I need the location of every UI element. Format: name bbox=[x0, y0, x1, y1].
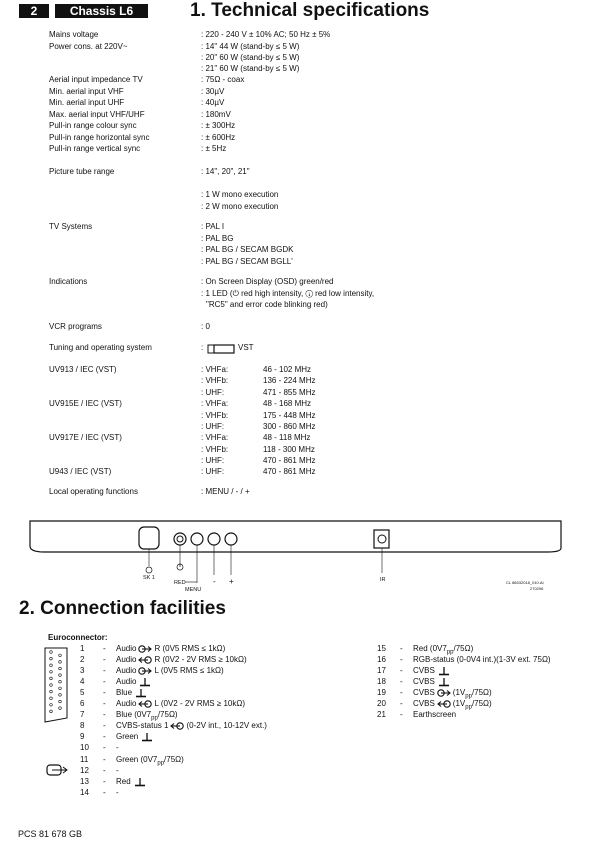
connector-pin bbox=[59, 654, 62, 657]
page-number: 2 bbox=[30, 4, 38, 18]
spec-value: : UHF: bbox=[201, 388, 225, 397]
input-icon bbox=[437, 699, 451, 709]
page-number-box bbox=[19, 4, 49, 18]
connector-pin bbox=[50, 704, 53, 707]
input-icon bbox=[138, 699, 152, 709]
connector-pin bbox=[50, 710, 53, 713]
connector-pin bbox=[59, 680, 62, 683]
pin-dash: - bbox=[103, 699, 106, 708]
spec-frequency: 136 - 224 MHz bbox=[263, 376, 316, 385]
spec-label: Min. aerial input UHF bbox=[49, 98, 125, 107]
pin-number: 19 bbox=[377, 688, 386, 697]
spec-label: Tuning and operating system bbox=[49, 343, 152, 352]
spec-frequency: 48 - 168 MHz bbox=[263, 399, 312, 408]
pin-dash: - bbox=[400, 699, 403, 708]
spec-value: : On Screen Display (OSD) green/red bbox=[201, 277, 334, 286]
pin-dash: - bbox=[103, 655, 106, 664]
menu-label: MENU bbox=[185, 587, 202, 593]
spec-label: Pull-in range colour sync bbox=[49, 121, 137, 130]
spec-value: : UHF: bbox=[201, 456, 225, 465]
connector-pin bbox=[59, 707, 62, 710]
pin-dash: - bbox=[103, 710, 106, 719]
spec-label: Pull-in range horizontal sync bbox=[49, 133, 150, 142]
pin-dash: - bbox=[103, 721, 106, 730]
spec-value: : VHFb: bbox=[201, 445, 229, 454]
connector-pin bbox=[50, 690, 53, 693]
spec-value: : 180mV bbox=[201, 110, 231, 119]
pin-number: 3 bbox=[80, 666, 85, 675]
pin-dash: - bbox=[400, 644, 403, 653]
pin-signal: Audio bbox=[116, 699, 137, 709]
spec-label: Power cons. at 220V~ bbox=[49, 42, 128, 51]
pin-description bbox=[116, 699, 245, 709]
pin-signal: Audio bbox=[116, 677, 137, 687]
spec-value: : ± 300Hz bbox=[201, 121, 236, 130]
pin-number: 18 bbox=[377, 677, 386, 686]
spec-value: : MENU / - / + bbox=[201, 487, 250, 496]
pin-description bbox=[413, 677, 453, 687]
ground-icon bbox=[134, 688, 148, 698]
pin-dash: - bbox=[400, 666, 403, 675]
spec-label: TV Systems bbox=[49, 222, 93, 231]
pin-signal: Audio bbox=[116, 644, 137, 654]
scart-plug-icon bbox=[46, 763, 76, 777]
spec-value: : PAL BG / SECAM BGDK bbox=[201, 245, 294, 254]
spec-value: : ± 5Hz bbox=[201, 144, 227, 153]
pin-detail: $(1V_{pp}/75\Omega)$ bbox=[452, 688, 492, 700]
spec-value: : 2 W mono execution bbox=[201, 202, 279, 211]
spec-value: : 30µV bbox=[201, 87, 225, 96]
connector-pin bbox=[50, 671, 53, 674]
spec-label: UV913 / IEC (VST) bbox=[49, 365, 117, 374]
spec-value: : 220 - 240 V ± 10% AC; 50 Hz ± 5% bbox=[201, 30, 331, 39]
spec-frequency: 300 - 860 MHz bbox=[263, 422, 316, 431]
input-icon bbox=[138, 655, 152, 665]
pin-description bbox=[413, 710, 456, 720]
spec-label: U943 / IEC (VST) bbox=[49, 467, 112, 476]
pin-signal: Red bbox=[116, 777, 131, 787]
pin-dash: - bbox=[400, 710, 403, 719]
pin-description bbox=[116, 766, 119, 776]
pin-signal: - bbox=[116, 743, 119, 752]
connector-pin bbox=[59, 694, 62, 697]
spec-label: VCR programs bbox=[49, 322, 102, 331]
pin-signal: CVBS-status 1 bbox=[116, 721, 169, 731]
pin-description bbox=[116, 655, 247, 665]
spec-frequency: 118 - 300 MHz bbox=[263, 445, 315, 454]
vst-label: VST bbox=[238, 343, 254, 352]
pin-description bbox=[116, 644, 225, 654]
pin-detail: $(1V_{pp}/75\Omega)$ bbox=[452, 699, 492, 711]
spec-value: : PAL I bbox=[201, 222, 225, 231]
output-icon bbox=[138, 644, 152, 654]
pin-number: 11 bbox=[80, 755, 89, 764]
connector-pin bbox=[59, 700, 62, 703]
spec-label: Min. aerial input VHF bbox=[49, 87, 124, 96]
spec-frequency: 46 - 102 MHz bbox=[263, 365, 312, 374]
ground-icon bbox=[138, 677, 152, 687]
pin-signal: RGB-status (0-0V4 int.)(1-3V ext. 75Ω) bbox=[413, 655, 551, 664]
pin-description bbox=[116, 688, 150, 698]
pin-number: 7 bbox=[80, 710, 85, 719]
pin-dash: - bbox=[103, 732, 106, 741]
euroconnector-title: Euroconnector: bbox=[48, 633, 108, 642]
spec-value: : 20" 60 W (stand-by ≤ 5 W) bbox=[201, 53, 300, 62]
ground-icon bbox=[140, 732, 154, 742]
connector-pin bbox=[50, 697, 53, 700]
connector-pin bbox=[50, 664, 53, 667]
pin-signal: Audio bbox=[116, 666, 137, 676]
sk1-connector bbox=[139, 527, 159, 549]
pin-signal: Audio bbox=[116, 655, 137, 665]
spec-value: : VHFa: bbox=[201, 399, 229, 408]
connector-pin bbox=[59, 687, 62, 690]
connector-pin bbox=[50, 677, 53, 680]
spec-value: : 1 W mono execution bbox=[201, 190, 279, 199]
spec-value: : bbox=[201, 343, 204, 352]
minus-label: - bbox=[213, 577, 216, 586]
pin-signal: Blue bbox=[116, 688, 133, 698]
spec-label: Mains voltage bbox=[49, 30, 99, 39]
pin-signal: - bbox=[116, 788, 119, 797]
spec-value: : 14" 44 W (stand-by ≤ 5 W) bbox=[201, 42, 300, 51]
spec-value: : VHFb: bbox=[201, 411, 229, 420]
spec-frequency: 48 - 118 MHz bbox=[263, 433, 311, 442]
pin-dash: - bbox=[103, 743, 106, 752]
pin-number: 6 bbox=[80, 699, 85, 708]
pin-signal: - bbox=[116, 766, 119, 775]
plus-key[interactable] bbox=[225, 533, 237, 545]
pin-signal: Earthscreen bbox=[413, 710, 457, 719]
pin-detail: (0-2V int., 10-12V ext.) bbox=[186, 721, 267, 731]
power-switch[interactable] bbox=[174, 533, 186, 545]
pin-signal: Green $(0V7_{pp}/75\Omega)$ bbox=[116, 755, 184, 767]
pin-dash: - bbox=[400, 655, 403, 664]
pin-description bbox=[413, 666, 453, 676]
pin-dash: - bbox=[103, 755, 106, 764]
spec-frequency: 470 - 861 MHz bbox=[263, 456, 316, 465]
pin-number: 4 bbox=[80, 677, 85, 686]
pin-number: 15 bbox=[377, 644, 386, 653]
spec-label: UV915E / IEC (VST) bbox=[49, 399, 122, 408]
footer-code: PCS 81 678 GB bbox=[18, 829, 83, 839]
pin-description bbox=[116, 666, 224, 676]
pin-description bbox=[116, 721, 267, 731]
pin-dash: - bbox=[103, 688, 106, 697]
drawing-date: 270296 bbox=[530, 586, 544, 591]
pin-number: 8 bbox=[80, 721, 85, 730]
connector-pin bbox=[50, 657, 53, 660]
pin-description bbox=[116, 732, 156, 742]
ground-icon bbox=[133, 777, 147, 787]
pin-number: 1 bbox=[80, 644, 85, 653]
spec-value: : 14", 20", 21" bbox=[201, 167, 250, 176]
pin-signal: CVBS bbox=[413, 688, 435, 698]
spec-frequency: 470 - 861 MHz bbox=[263, 467, 316, 476]
pin-dash: - bbox=[103, 677, 106, 686]
pin-signal: Green bbox=[116, 732, 139, 742]
spec-label: Indications bbox=[49, 277, 88, 286]
section-title: 2. Connection facilities bbox=[19, 598, 226, 619]
pin-number: 13 bbox=[80, 777, 89, 786]
chassis-box bbox=[55, 4, 148, 18]
chassis-label: Chassis L6 bbox=[69, 4, 134, 18]
connector-pin bbox=[50, 651, 53, 654]
output-icon bbox=[138, 666, 152, 676]
pin-description bbox=[413, 655, 551, 665]
pin-detail: L (0V5 RMS ≤ 1kΩ) bbox=[154, 666, 224, 676]
sk1-marker-icon bbox=[146, 567, 152, 573]
spec-value: : 75Ω - coax bbox=[201, 75, 245, 84]
red-label: RED bbox=[174, 580, 186, 586]
spec-frequency: 471 - 855 MHz bbox=[263, 388, 316, 397]
ir-sensor bbox=[374, 530, 389, 548]
spec-label: Aerial input impedance TV bbox=[49, 75, 143, 84]
ir-label: IR bbox=[380, 577, 386, 583]
menu-key[interactable] bbox=[191, 533, 203, 545]
spec-label: UV917E / IEC (VST) bbox=[49, 433, 122, 442]
pin-number: 9 bbox=[80, 732, 85, 741]
pin-signal: Blue $(0V7_{pp}/75\Omega)$ bbox=[116, 710, 178, 722]
spec-value: : VHFa: bbox=[201, 433, 229, 442]
pin-number: 20 bbox=[377, 699, 386, 708]
pin-description bbox=[116, 777, 149, 787]
spec-label: Local operating functions bbox=[49, 487, 138, 496]
pin-dash: - bbox=[103, 644, 106, 653]
vst-symbol bbox=[207, 342, 267, 360]
pin-signal: Red $(0V7_{pp}/75\Omega)$ bbox=[413, 644, 474, 656]
pin-detail: L (0V2 - 2V RMS ≥ 10kΩ) bbox=[154, 699, 246, 709]
ground-icon bbox=[437, 677, 451, 687]
page-title: 1. Technical specifications bbox=[190, 0, 430, 21]
spec-frequency: 175 - 448 MHz bbox=[263, 411, 316, 420]
pin-signal: CVBS bbox=[413, 666, 435, 676]
spec-value: : 21" 60 W (stand-by ≤ 5 W) bbox=[201, 64, 300, 73]
plus-label: + bbox=[229, 577, 234, 586]
pin-number: 21 bbox=[377, 710, 386, 719]
spec-value: : PAL BG / SECAM BGLL' bbox=[201, 257, 293, 266]
pin-detail: R (0V5 RMS ≤ 1kΩ) bbox=[154, 644, 226, 654]
minus-key[interactable] bbox=[208, 533, 220, 545]
output-icon bbox=[437, 688, 451, 698]
pin-number: 14 bbox=[80, 788, 89, 797]
spec-value: : VHFb: bbox=[201, 376, 229, 385]
pin-dash: - bbox=[103, 777, 106, 786]
pin-number: 2 bbox=[80, 655, 85, 664]
pin-number: 17 bbox=[377, 666, 386, 675]
pin-number: 12 bbox=[80, 766, 89, 775]
pin-dash: - bbox=[103, 788, 106, 797]
sk1-label: SK 1 bbox=[143, 575, 155, 581]
spec-value: : 0 bbox=[201, 322, 210, 331]
vst-box-icon bbox=[207, 343, 267, 355]
connector-pin bbox=[59, 667, 62, 670]
pin-number: 16 bbox=[377, 655, 386, 664]
pin-dash: - bbox=[103, 766, 106, 775]
drawing-code: CL 86532018_010.AI bbox=[506, 580, 544, 585]
spec-value: : UHF: bbox=[201, 467, 225, 476]
pin-detail: R (0V2 - 2V RMS ≥ 10kΩ) bbox=[154, 655, 247, 665]
spec-value: : PAL BG bbox=[201, 234, 234, 243]
pin-number: 10 bbox=[80, 743, 89, 752]
spec-value: : 40µV bbox=[201, 98, 225, 107]
pin-dash: - bbox=[400, 677, 403, 686]
pin-description bbox=[116, 677, 154, 687]
pin-description bbox=[116, 743, 119, 753]
connector-pin bbox=[50, 684, 53, 687]
tv-front-panel bbox=[28, 516, 563, 596]
pin-description bbox=[116, 788, 119, 798]
pin-signal: CVBS bbox=[413, 699, 435, 709]
pin-description bbox=[116, 755, 184, 769]
spec-value: : ± 600Hz bbox=[201, 133, 236, 142]
pin-number: 5 bbox=[80, 688, 85, 697]
pin-dash: - bbox=[103, 666, 106, 675]
pin-signal: CVBS bbox=[413, 677, 435, 687]
connector-pin bbox=[59, 661, 62, 664]
spec-value: : UHF: bbox=[201, 422, 225, 431]
spec-value: "RC5" and error code blinking red) bbox=[206, 300, 328, 309]
input-icon bbox=[170, 721, 184, 731]
spec-value: : VHFa: bbox=[201, 365, 229, 374]
ground-icon bbox=[437, 666, 451, 676]
connector-pin bbox=[59, 674, 62, 677]
spec-label: Pull-in range vertical sync bbox=[49, 144, 141, 153]
spec-label: Picture tube range bbox=[49, 167, 115, 176]
euroconnector-icon bbox=[43, 646, 71, 724]
spec-label: Max. aerial input VHF/UHF bbox=[49, 110, 145, 119]
spec-value: : 1 LED (⏻ red high intensity, ⓘ red low intensity, bbox=[201, 289, 375, 298]
pin-dash: - bbox=[400, 688, 403, 697]
